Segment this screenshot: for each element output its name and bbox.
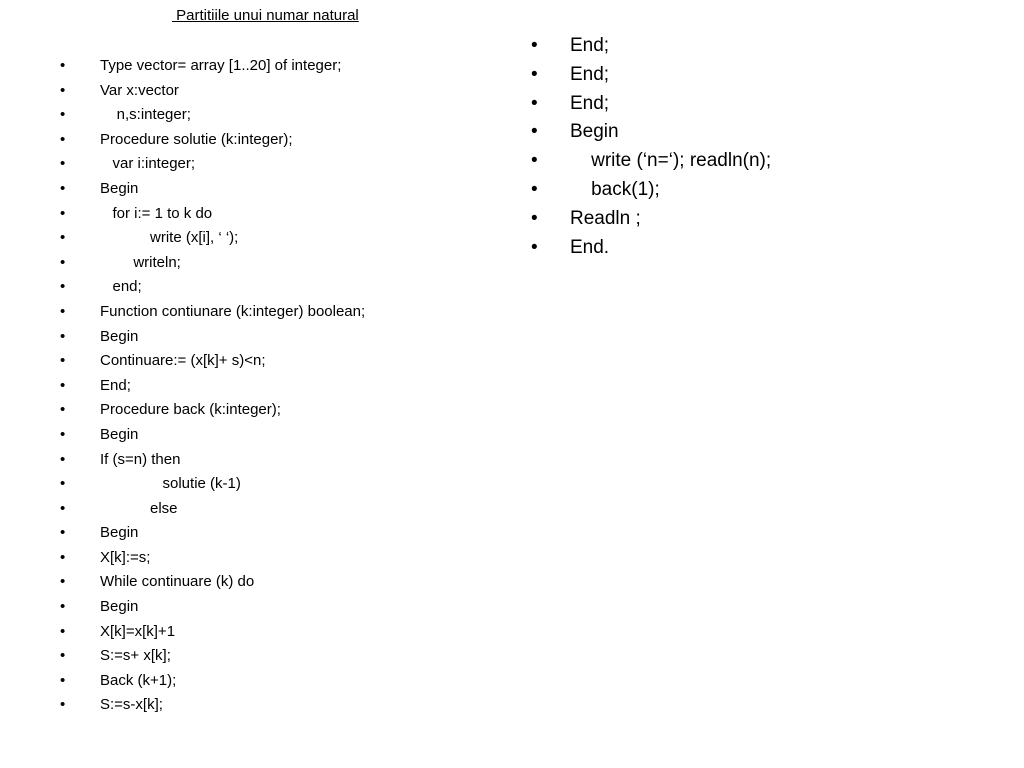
page-title: Partitiile unui numar natural — [172, 7, 359, 24]
code-line-text: Procedure solutie (k:integer); — [100, 130, 293, 148]
code-line-text: X[k]:=s; — [100, 548, 151, 566]
bullet-icon: • — [60, 450, 66, 468]
code-line — [0, 275, 500, 300]
code-line — [0, 300, 500, 325]
code-line — [0, 521, 500, 546]
code-line — [0, 669, 500, 694]
code-line-text: var i:integer; — [100, 155, 196, 173]
code-line-text: End; — [570, 35, 610, 56]
code-line — [0, 205, 1024, 234]
code-line — [0, 61, 1024, 90]
code-line — [0, 325, 500, 350]
code-line — [0, 472, 500, 497]
code-line-text: Begin — [100, 524, 139, 542]
code-line — [0, 570, 500, 595]
code-line-text: Type vector= array [1..20] of integer; — [100, 57, 342, 74]
code-line-text: solutie (k-1) — [100, 475, 241, 493]
bullet-icon: • — [60, 179, 66, 197]
code-line-text: X[k]=x[k]+1 — [100, 622, 176, 640]
bullet-icon: • — [531, 150, 538, 172]
code-line-text: S:=s+ x[k]; — [100, 647, 171, 665]
bullet-icon: • — [60, 622, 66, 640]
bullet-icon: • — [60, 376, 66, 394]
code-line-text: If (s=n) then — [100, 450, 181, 468]
code-line-text: S:=s-x[k]; — [100, 696, 163, 714]
code-line-text: for i:= 1 to k do — [100, 204, 213, 222]
bullet-icon: • — [531, 178, 538, 200]
code-line-text: End. — [570, 236, 610, 258]
bullet-icon: • — [60, 327, 66, 345]
bullet-icon: • — [531, 207, 538, 229]
bullet-icon: • — [60, 401, 66, 419]
code-line-text: Continuare:= (x[k]+ s)<n; — [100, 352, 266, 370]
code-line-text: Function contiunare (k:integer) boolean; — [100, 302, 366, 320]
code-line — [0, 90, 1024, 119]
bullet-icon: • — [531, 121, 538, 143]
bullet-icon: • — [60, 671, 66, 689]
code-list-right — [0, 32, 1024, 262]
code-line-text: Procedure back (k:integer); — [100, 401, 281, 419]
code-line-text: writeln; — [100, 253, 181, 271]
bullet-icon: • — [60, 106, 66, 124]
code-line — [0, 374, 500, 399]
bullet-icon: • — [60, 278, 66, 296]
code-line — [0, 644, 500, 669]
bullet-icon: • — [60, 524, 66, 542]
bullet-icon: • — [60, 598, 66, 616]
bullet-icon: • — [531, 63, 538, 85]
code-line-text: Back (k+1); — [100, 671, 177, 689]
code-line — [0, 349, 500, 374]
code-line-text: write (‘n=‘); readln(n); — [570, 150, 772, 172]
bullet-icon: • — [60, 302, 66, 320]
code-line-text: Begin — [100, 327, 139, 345]
code-line — [0, 118, 1024, 147]
bullet-icon: • — [531, 236, 538, 258]
bullet-icon: • — [60, 696, 66, 714]
bullet-icon: • — [60, 81, 66, 99]
code-line-text: Readln ; — [570, 207, 641, 229]
code-line — [0, 234, 1024, 263]
bullet-icon: • — [60, 499, 66, 517]
code-line-text: end; — [100, 278, 142, 296]
bullet-icon: • — [60, 204, 66, 222]
bullet-icon: • — [60, 647, 66, 665]
code-line-text: Begin — [100, 425, 139, 443]
code-line — [0, 147, 1024, 176]
bullet-icon: • — [60, 155, 66, 173]
bullet-icon: • — [60, 57, 66, 74]
code-line-text: Begin — [100, 598, 139, 616]
code-line — [0, 620, 500, 645]
code-line-text: else — [100, 499, 178, 517]
code-line-text: While continuare (k) do — [100, 573, 255, 591]
code-line — [0, 176, 1024, 205]
bullet-icon: • — [60, 253, 66, 271]
code-line-text: back(1); — [570, 178, 660, 200]
bullet-icon: • — [60, 573, 66, 591]
code-line — [0, 398, 500, 423]
bullet-icon: • — [531, 35, 538, 56]
code-line-text: End; — [570, 63, 610, 85]
bullet-icon: • — [60, 548, 66, 566]
code-line — [0, 693, 500, 718]
code-line-text: n,s:integer; — [100, 106, 191, 124]
code-line — [0, 497, 500, 522]
code-line-text: Begin — [100, 179, 139, 197]
code-line-text: write (x[i], ‘ ‘); — [100, 229, 239, 247]
code-line — [0, 595, 500, 620]
bullet-icon: • — [60, 352, 66, 370]
code-line — [0, 32, 1024, 61]
bullet-icon: • — [60, 475, 66, 493]
bullet-icon: • — [531, 92, 538, 114]
code-line-text: Var x:vector — [100, 81, 179, 99]
code-line-text: Begin — [570, 121, 619, 143]
bullet-icon: • — [60, 425, 66, 443]
code-line-text: End; — [100, 376, 131, 394]
code-line — [0, 423, 500, 448]
code-line — [0, 448, 500, 473]
bullet-icon: • — [60, 229, 66, 247]
code-line — [0, 546, 500, 571]
code-line-text: End; — [570, 92, 610, 114]
bullet-icon: • — [60, 130, 66, 148]
